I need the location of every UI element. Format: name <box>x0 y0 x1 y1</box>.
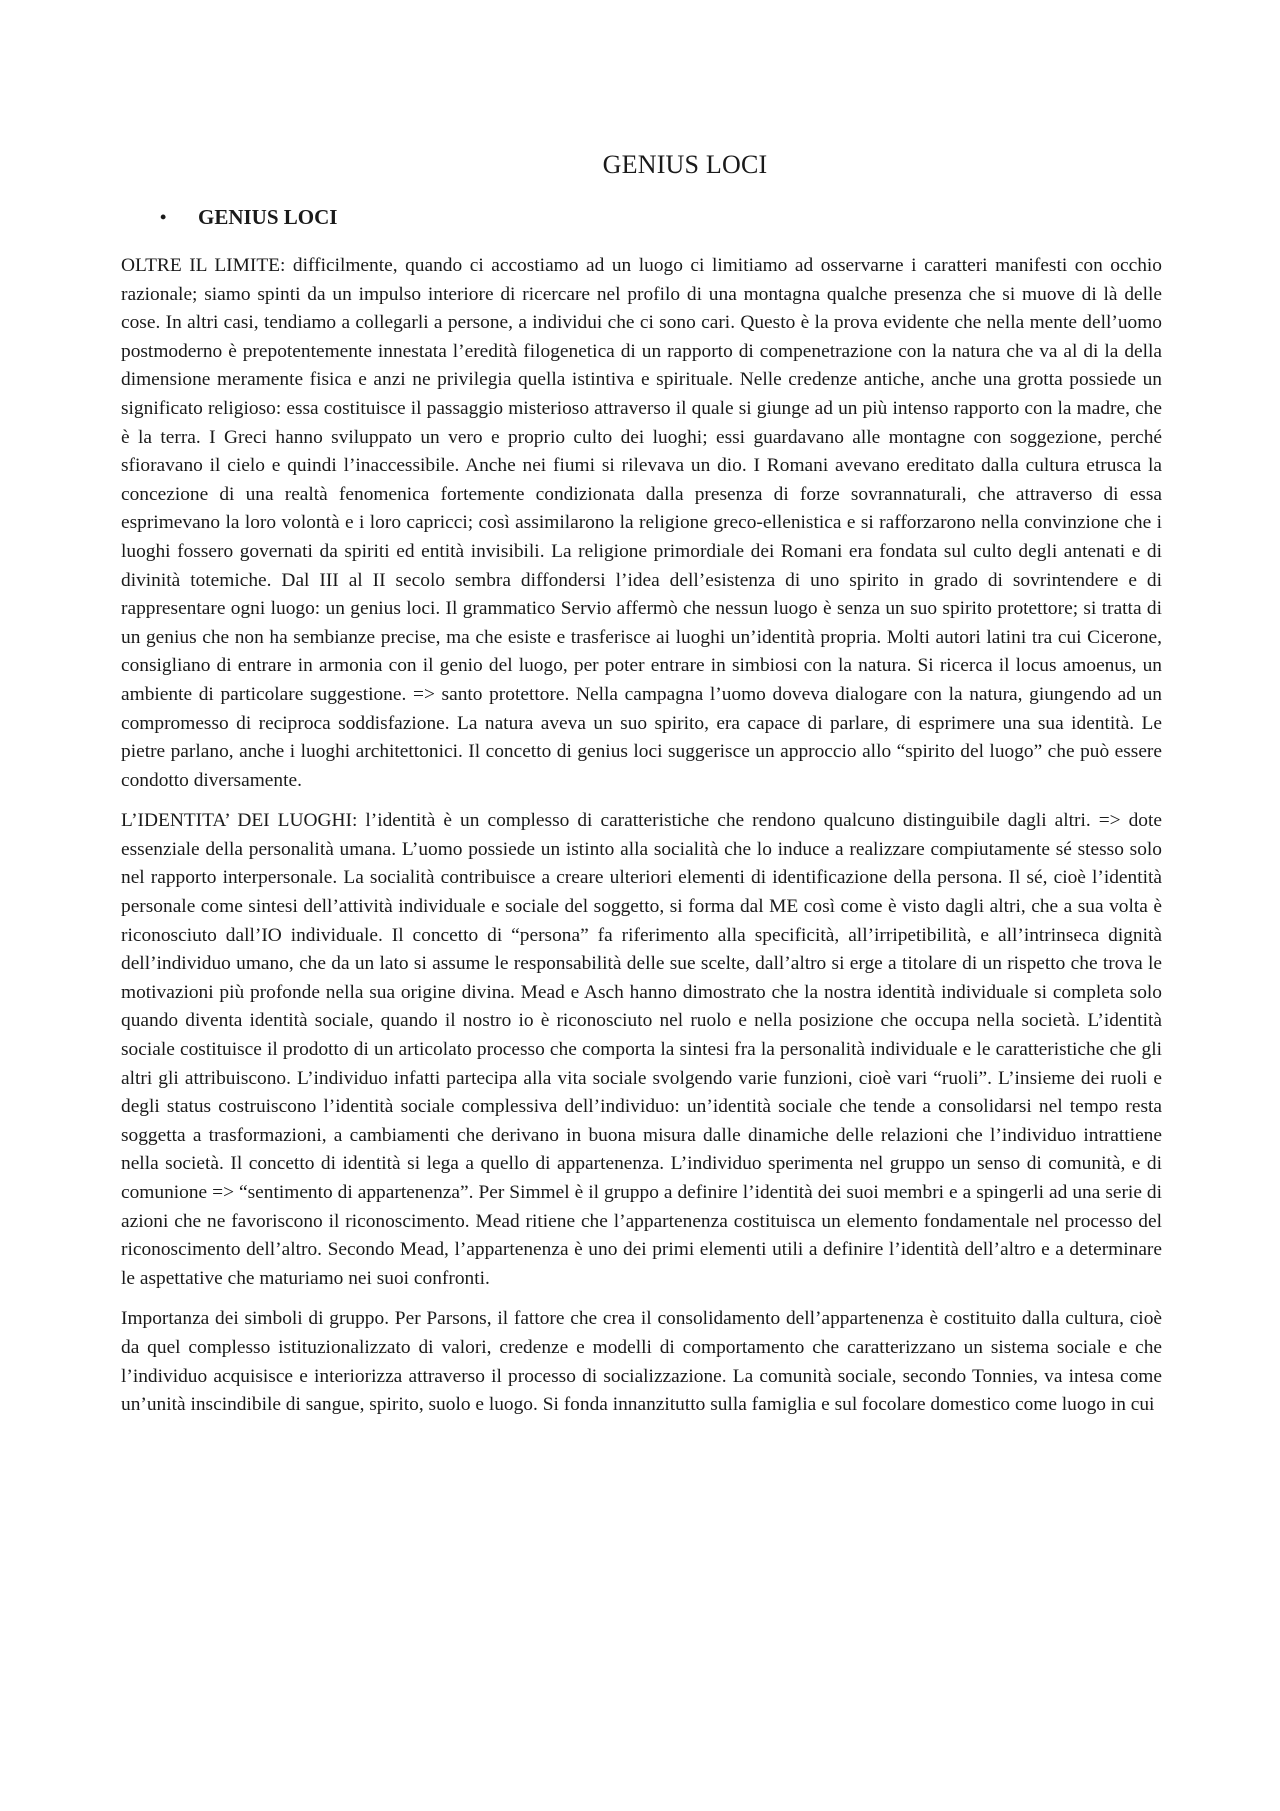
paragraph-oltre-il-limite: OLTRE IL LIMITE: difficilmente, quando ci accostiamo ad un luogo ci limitiamo ad osservarne i caratteri manifesti con occhio razionale; siamo spinti da un impulso interiore di ricercare nel profilo di una montagna qualche presenza che si muove di là delle cose. In altri casi, tendiamo a collegarli a persone, a individui che ci sono cari. Questo è la prova evidente che nella mente dell’uomo postmoderno è prepotentemente innestata l’eredità filogenetica di un rapporto di compenetrazione con la natura che va al di la della dimensione meramente fisica e anzi ne privilegia quella istintiva e spirituale. Nelle credenze antiche, anche una grotta possiede un significato religioso: essa costituisce il passaggio misterioso attraverso il quale si giunge ad un più intenso rapporto con la madre, che è la terra. I Greci hanno sviluppato un vero e proprio culto dei luoghi; essi guardavano alle montagne con soggezione, perché sfioravano il cielo e quindi l’inaccessibile. Anche nei fiumi si rilevava un dio. I Romani avevano ereditato dalla cultura etrusca la concezione di una realtà fenomenica fortemente condizionata dalla presenza di forze sovrannaturali, che attraverso di essa esprimevano la loro volontà e i loro capricci; così assimilarono la religione greco-ellenistica e si rafforzarono nella convinzione che i luoghi fossero governati da spiriti ed entità invisibili. La religione primordiale dei Romani era fondata sul culto degli antenati e di divinità totemiche. Dal III al II secolo sembra diffondersi l’idea dell’esistenza di uno spirito in grado di sovrintendere e di rappresentare ogni luogo: un genius loci. Il grammatico Servio affermò che nessun luogo è senza un suo spirito protettore; si tratta di un genius che non ha sembianze precise, ma che esiste e trasferisce ai luoghi un’identità propria. Molti autori latini tra cui Cicerone, consigliano di entrare in armonia con il genio del luogo, per poter entrare in simbiosi con la natura. Si ricerca il locus amoenus, un ambiente di particolare suggestione. => santo protettore. Nella campagna l’uomo doveva dialogare con la natura, giungendo ad un compromesso di reciproca soddisfazione. La natura aveva un suo spirito, era capace di parlare, di esprimere una sua identità. Le pietre parlano, anche i luoghi architettonici. Il concetto di genius loci suggerisce un approccio allo “spirito del luogo” che può essere condotto diversamente. <box>121 255 1162 791</box>
bullet-icon: • <box>160 207 167 227</box>
paragraph-identita-dei-luoghi: L’IDENTITA’ DEI LUOGHI: l’identità è un complesso di caratteristiche che rendono qualcuno distinguibile dagli altri. => dote essenziale della personalità umana. L’uomo possiede un istinto alla socialità che lo induce a realizzare compiutamente sé stesso solo nel rapporto interpersonale. La socialità contribuisce a creare ulteriori elementi di identificazione della persona. Il sé, cioè l’identità personale come sintesi dell’attività individuale e sociale del soggetto, si forma dal ME così come è visto dagli altri, che a sua volta è riconosciuto dall’IO individuale. Il concetto di “persona” fa riferimento alla specificità, all’irripetibilità, e all’intrinseca dignità dell’individuo umano, che da un lato si assume le responsabilità delle sue scelte, dall’altro si erge a titolare di un rispetto che trova le motivazioni più profonde nella sua origine divina. Mead e Asch hanno dimostrato che la nostra identità individuale si completa solo quando diventa identità sociale, quando il nostro io è riconosciuto nel ruolo e nella posizione che occupa nella società. L’identità sociale costituisce il prodotto di un articolato processo che comporta la sintesi fra la personalità individuale e le caratteristiche che gli altri gli attribuiscono. L’individuo infatti partecipa alla vita sociale svolgendo varie funzioni, cioè vari “ruoli”. L’insieme dei ruoli e degli status costruiscono l’identità sociale complessiva dell’individuo: un’identità sociale che tende a consolidarsi nel tempo resta soggetta a trasformazioni, a cambiamenti che derivano in buona misura dalle dinamiche delle relazioni che l’individuo intrattiene nella società. Il concetto di identità si lega a quello di appartenenza. L’individuo sperimenta nel gruppo un senso di comunità, e di comunione => “sentimento di appartenenza”. Per Simmel è il gruppo a definire l’identità dei suoi membri e a spingerli ad una serie di azioni che ne favoriscono il riconoscimento. Mead ritiene che l’appartenenza costituisca un elemento fondamentale nel processo del riconoscimento dell’altro. Secondo Mead, l’appartenenza è uno dei primi elementi utili a definire l’identità dell’altro e a determinare le aspettative che maturiamo nei suoi confronti. <box>121 810 1162 1289</box>
section-heading <box>160 205 337 230</box>
paragraph-simboli-di-gruppo: Importanza dei simboli di gruppo. Per Parsons, il fattore che crea il consolidamento dell’appartenenza è costituito dalla cultura, cioè da quel complesso istituzionalizzato di valori, credenze e modelli di comportamento che caratterizzano un sistema sociale e che l’individuo acquisisce e interiorizza attraverso il processo di socializzazione. La comunità sociale, secondo Tonnies, va intesa come un’unità inscindibile di sangue, spirito, suolo e luogo. Si fonda innanzitutto sulla famiglia e sul focolare domestico come luogo in cui <box>121 1308 1162 1416</box>
document-body <box>121 252 1162 1432</box>
section-heading-label: GENIUS LOCI <box>198 205 338 229</box>
document-title: GENIUS LOCI <box>602 150 768 179</box>
